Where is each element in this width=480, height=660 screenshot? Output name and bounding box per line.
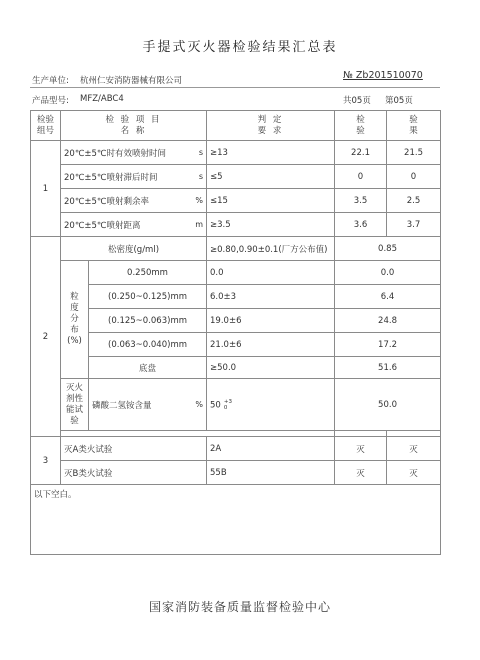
requirement-value: ≤5 xyxy=(207,165,335,189)
model-label: 产品型号: xyxy=(32,96,69,106)
item-unit: s xyxy=(181,141,207,165)
issuer-name: 国家消防装备质量监督检验中心 xyxy=(148,600,331,614)
table-row xyxy=(31,357,441,379)
result-value: 22.1 xyxy=(335,141,387,165)
requirement-value: ≥0.80,0.90±0.1(厂方公布值) xyxy=(207,237,335,261)
item-name: 底盘 xyxy=(89,357,207,379)
item-name: 20℃±5℃时有效喷射时间 xyxy=(61,141,181,165)
header-requirement: 判 定 要 求 xyxy=(207,111,335,141)
result-value: 3.5 xyxy=(335,189,387,213)
result-value: 2.5 xyxy=(387,189,441,213)
result-value: 灭 xyxy=(387,461,441,485)
group-number: 2 xyxy=(31,237,61,437)
group-number: 3 xyxy=(31,437,61,485)
total-pages: 共05页 xyxy=(343,96,371,106)
result-value: 3.7 xyxy=(387,213,441,237)
table-row xyxy=(31,285,441,309)
item-unit: % xyxy=(181,379,207,431)
item-unit: m xyxy=(181,213,207,237)
result-value: 51.6 xyxy=(335,357,441,379)
item-name: (0.250~0.125)mm xyxy=(89,285,207,309)
result-value: 灭 xyxy=(335,461,387,485)
tolerance-lower: 0 xyxy=(223,404,228,411)
group-number: 1 xyxy=(31,141,61,237)
item-name: 20℃±5℃喷射剩余率 xyxy=(61,189,181,213)
item-name: 0.250mm xyxy=(89,261,207,285)
item-unit: s xyxy=(181,165,207,189)
requirement-value: 6.0±3 xyxy=(207,285,335,309)
requirement-value xyxy=(207,379,335,431)
table-row xyxy=(31,189,441,213)
result-value: 17.2 xyxy=(335,333,441,357)
requirement-value: ≥3.5 xyxy=(207,213,335,237)
item-name: 磷酸二氢铵含量 xyxy=(89,379,181,431)
item-name: 20℃±5℃喷射滞后时间 xyxy=(61,165,181,189)
requirement-value: ≤15 xyxy=(207,189,335,213)
table-row xyxy=(31,379,441,431)
item-name: (0.125~0.063)mm xyxy=(89,309,207,333)
tolerance-upper: +3 xyxy=(223,398,232,405)
producer-label: 生产单位: xyxy=(32,76,69,86)
model-value: MFZ/ABC4 xyxy=(80,94,124,104)
result-value: 0 xyxy=(335,165,387,189)
table-row xyxy=(31,309,441,333)
result-value: 3.6 xyxy=(335,213,387,237)
requirement-value: ≥13 xyxy=(207,141,335,165)
requirement-value: 19.0±6 xyxy=(207,309,335,333)
report-number: № Zb201510070 xyxy=(343,70,423,81)
table-row xyxy=(31,165,441,189)
requirement-value: 55B xyxy=(207,461,335,485)
producer-value: 杭州仁安消防器械有限公司 xyxy=(80,76,183,86)
requirement-value: ≥50.0 xyxy=(207,357,335,379)
table-row xyxy=(31,437,441,461)
result-value: 灭 xyxy=(335,437,387,461)
agent-label: 灭火 剂性 能试 验 xyxy=(61,379,89,431)
table-row xyxy=(31,237,441,261)
item-name: 灭B类火试验 xyxy=(61,461,207,485)
result-value: 0.85 xyxy=(335,237,441,261)
requirement-value: 0.0 xyxy=(207,261,335,285)
result-value: 0.0 xyxy=(335,261,441,285)
table-row xyxy=(31,213,441,237)
page-number: 第05页 xyxy=(385,96,413,106)
item-name: 20℃±5℃喷射距离 xyxy=(61,213,181,237)
result-value: 0 xyxy=(387,165,441,189)
note-row xyxy=(31,485,441,555)
table-row xyxy=(31,141,441,165)
blank-note: 以下空白。 xyxy=(31,485,441,555)
header-result: 检 验 xyxy=(335,111,387,141)
item-name: 松密度(g/ml) xyxy=(61,237,207,261)
item-unit: % xyxy=(181,189,207,213)
results-table xyxy=(30,110,441,555)
requirement-base: 50 xyxy=(210,400,221,410)
requirement-value: 2A xyxy=(207,437,335,461)
header-item: 检 验 项 目 名 称 xyxy=(61,111,207,141)
granularity-label: 粒 度 分 布 (%) xyxy=(61,261,89,379)
header-group: 检验 组号 xyxy=(31,111,61,141)
table-row xyxy=(31,333,441,357)
requirement-value: 21.0±6 xyxy=(207,333,335,357)
table-header-row xyxy=(31,111,441,141)
result-value: 6.4 xyxy=(335,285,441,309)
page-title: 手提式灭火器检验结果汇总表 xyxy=(142,40,338,55)
header-conclusion: 验 果 xyxy=(387,111,441,141)
result-value: 24.8 xyxy=(335,309,441,333)
header-rule xyxy=(30,87,440,88)
item-name: 灭A类火试验 xyxy=(61,437,207,461)
item-name: (0.063~0.040)mm xyxy=(89,333,207,357)
result-value: 21.5 xyxy=(387,141,441,165)
table-row xyxy=(31,261,441,285)
result-value: 50.0 xyxy=(335,379,441,431)
result-value: 灭 xyxy=(387,437,441,461)
table-row xyxy=(31,461,441,485)
